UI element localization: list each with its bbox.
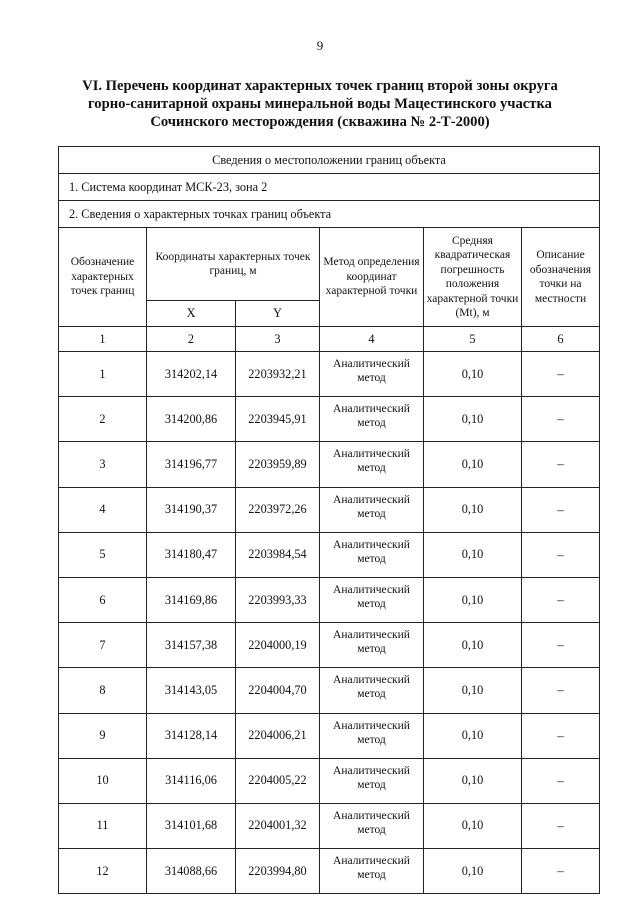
description-cell: – [522,713,600,758]
table-row [59,758,600,803]
y-coordinate-cell: 2203994,80 [236,849,320,894]
error-cell: 0,10 [424,532,522,577]
x-coordinate-cell: 314128,14 [147,713,236,758]
column-number: 4 [320,327,424,352]
method-cell: Аналитический метод [320,803,424,848]
y-coordinate-cell: 2204001,32 [236,803,320,848]
point-cell: 1 [59,352,147,397]
y-coordinate-cell: 2203959,89 [236,442,320,487]
description-cell: – [522,803,600,848]
method-cell: Аналитический метод [320,532,424,577]
point-cell: 5 [59,532,147,577]
error-cell: 0,10 [424,397,522,442]
table-row [59,713,600,758]
method-cell: Аналитический метод [320,397,424,442]
error-cell: 0,10 [424,623,522,668]
points-header: 2. Сведения о характерных точках границ объекта [59,201,600,228]
point-cell: 9 [59,713,147,758]
table-row [59,623,600,668]
point-cell: 4 [59,487,147,532]
description-cell: – [522,577,600,622]
x-coordinate-cell: 314143,05 [147,668,236,713]
header-point-name: Обозначение характерных точек границ [59,228,147,327]
point-cell: 7 [59,623,147,668]
x-coordinate-cell: 314180,47 [147,532,236,577]
point-cell: 10 [59,758,147,803]
x-coordinate-cell: 314169,86 [147,577,236,622]
table-row [59,487,600,532]
document-title [60,77,580,131]
column-numbers-row [59,327,600,352]
header-coordinates: Координаты характерных точек границ, м [147,228,320,301]
error-cell: 0,10 [424,758,522,803]
column-number: 5 [424,327,522,352]
section-header-row [59,147,600,174]
point-cell: 8 [59,668,147,713]
table-row [59,442,600,487]
table-row [59,668,600,713]
coord-system: 1. Система координат МСК-23, зона 2 [59,174,600,201]
description-cell: – [522,758,600,803]
y-coordinate-cell: 2204006,21 [236,713,320,758]
header-x: X [147,301,236,327]
header-error: Средняя квадратическая погрешность положения характерной точки (Mt), м [424,228,522,327]
y-coordinate-cell: 2204005,22 [236,758,320,803]
title-line-1: VI. Перечень координат характерных точек границ второй зоны округа [82,78,558,94]
x-coordinate-cell: 314202,14 [147,352,236,397]
page-number: 9 [316,38,324,53]
table-row [59,849,600,894]
header-y: Y [236,301,320,327]
title-line-2: горно-санитарной охраны минеральной воды Мацестинского участка [88,96,552,112]
y-coordinate-cell: 2203993,33 [236,577,320,622]
title-line-3: Сочинского месторождения (скважина № 2-Т-2000) [150,114,490,130]
x-coordinate-cell: 314196,77 [147,442,236,487]
method-cell: Аналитический метод [320,849,424,894]
description-cell: – [522,397,600,442]
points-header-row [59,201,600,228]
x-coordinate-cell: 314200,86 [147,397,236,442]
point-cell: 3 [59,442,147,487]
table-row [59,352,600,397]
section-header: Сведения о местоположении границ объекта [59,147,600,174]
error-cell: 0,10 [424,849,522,894]
description-cell: – [522,668,600,713]
x-coordinate-cell: 314088,66 [147,849,236,894]
description-cell: – [522,849,600,894]
x-coordinate-cell: 314116,06 [147,758,236,803]
method-cell: Аналитический метод [320,758,424,803]
point-cell: 2 [59,397,147,442]
description-cell: – [522,487,600,532]
point-cell: 12 [59,849,147,894]
column-number: 6 [522,327,600,352]
y-coordinate-cell: 2204000,19 [236,623,320,668]
method-cell: Аналитический метод [320,623,424,668]
error-cell: 0,10 [424,577,522,622]
table-row [59,577,600,622]
y-coordinate-cell: 2203972,26 [236,487,320,532]
method-cell: Аналитический метод [320,487,424,532]
description-cell: – [522,623,600,668]
error-cell: 0,10 [424,352,522,397]
table-row [59,532,600,577]
description-cell: – [522,352,600,397]
x-coordinate-cell: 314157,38 [147,623,236,668]
method-cell: Аналитический метод [320,352,424,397]
error-cell: 0,10 [424,713,522,758]
header-description: Описание обозначения точки на местности [522,228,600,327]
column-header-row [59,228,600,301]
column-number: 3 [236,327,320,352]
error-cell: 0,10 [424,668,522,713]
description-cell: – [522,442,600,487]
table-row [59,803,600,848]
y-coordinate-cell: 2203932,21 [236,352,320,397]
coordinates-table [58,146,600,894]
table-row [59,397,600,442]
method-cell: Аналитический метод [320,577,424,622]
coord-system-row [59,174,600,201]
method-cell: Аналитический метод [320,668,424,713]
header-method: Метод определения координат характерной точки [320,228,424,327]
description-cell: – [522,532,600,577]
point-cell: 11 [59,803,147,848]
y-coordinate-cell: 2203984,54 [236,532,320,577]
error-cell: 0,10 [424,487,522,532]
column-number: 2 [147,327,236,352]
column-number: 1 [59,327,147,352]
x-coordinate-cell: 314190,37 [147,487,236,532]
error-cell: 0,10 [424,442,522,487]
x-coordinate-cell: 314101,68 [147,803,236,848]
error-cell: 0,10 [424,803,522,848]
y-coordinate-cell: 2203945,91 [236,397,320,442]
method-cell: Аналитический метод [320,442,424,487]
y-coordinate-cell: 2204004,70 [236,668,320,713]
method-cell: Аналитический метод [320,713,424,758]
point-cell: 6 [59,577,147,622]
